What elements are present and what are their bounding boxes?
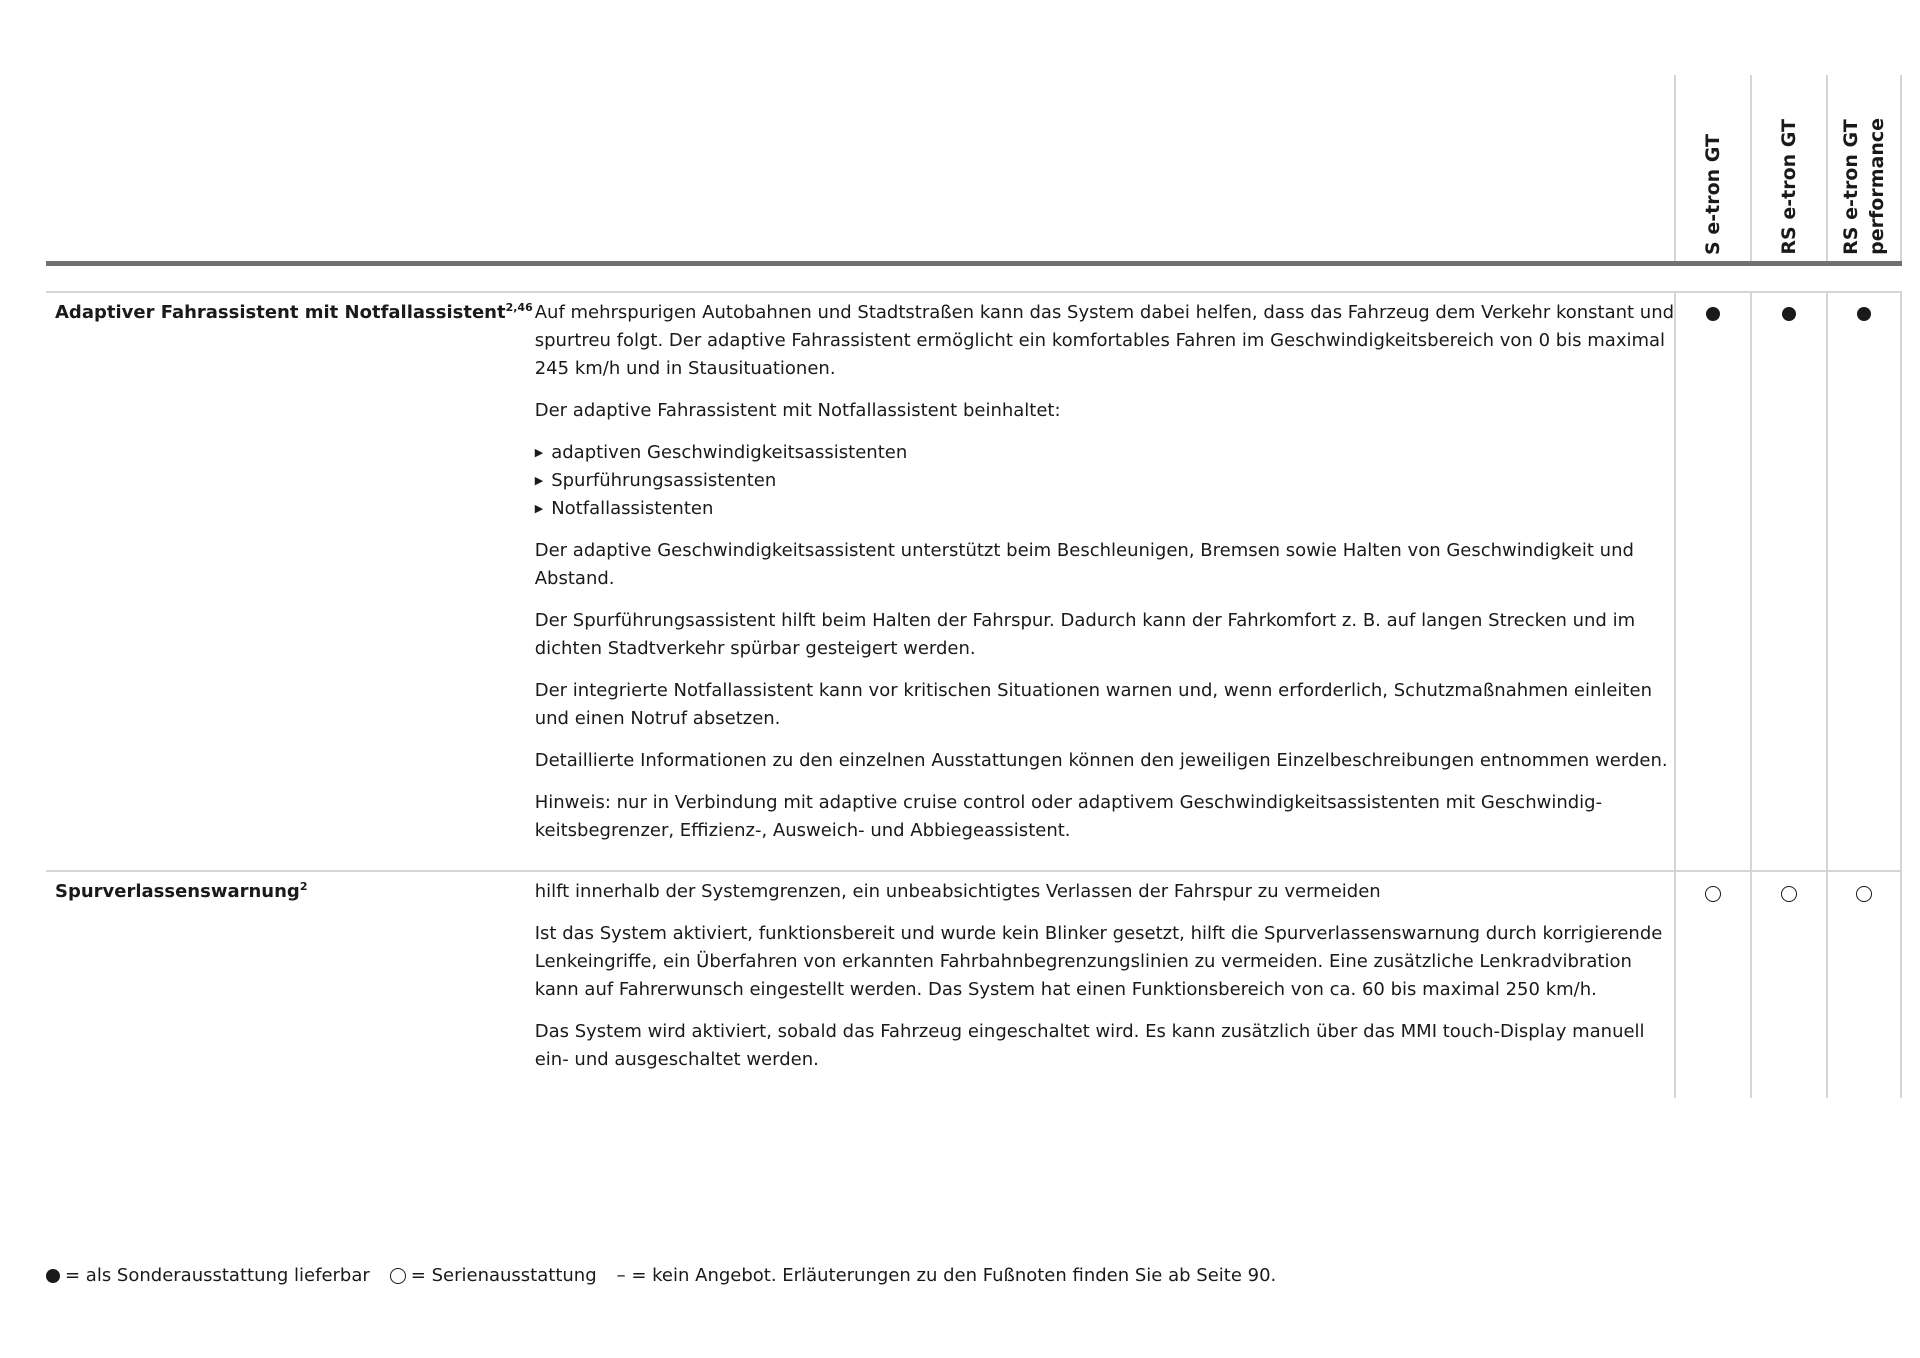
open-circle-icon [1856, 886, 1872, 902]
row-label: Adaptiver Fahrassistent mit Notfallassistent$^{2,46}$ [55, 301, 533, 323]
availability-cell [1826, 872, 1902, 1098]
column-header-s-e-tron-gt: S e-tron GT [1674, 75, 1750, 263]
list-item: ▶ adaptiven Geschwindigkeitsassistenten [535, 439, 1674, 467]
table-row [46, 293, 1902, 870]
equipment-table [46, 291, 1902, 1098]
availability-cell [1674, 293, 1750, 870]
column-header-rs-e-tron-gt-performance: RS e-tron GT performance [1826, 75, 1902, 263]
availability-cell [1750, 293, 1826, 870]
row-description: hilft innerhalb der Systemgrenzen, ein unbeabsichtigtes Verlassen der Fahrspur zu vermeiden Ist das System aktiviert, funktionsbereit und wurde kein Blinker gesetzt, hilft die Spurverlassenswarnung durch korrigierende Lenkeingriffe, ein Überfahren von erkannten Fahrbahnbegrenzungslinien zu vermeiden. Eine zusätzliche Lenkradvibration kann auf Fahrerwunsch eingestellt werden. Das System hat einen Funktionsbereich von ca. 60 bis maximal 250 km/h. Das System wird aktiviert, sobald das Fahrzeug eingeschaltet wird. Es kann zusätzlich über das MMI touch-Display manuell ein- und ausgeschaltet werden. [534, 881, 1663, 1070]
availability-cell [1750, 872, 1826, 1098]
filled-dot-icon [1706, 307, 1720, 321]
table-row [46, 870, 1902, 1098]
filled-dot-icon [46, 1269, 60, 1283]
column-header-rs-e-tron-gt: RS e-tron GT [1750, 75, 1826, 263]
legend: = als Sonderausstattung lieferbar = Serienausstattung – = kein Angebot. Erläuterungen zu den Fußnoten finden Sie ab Seite 90. [46, 1262, 1276, 1290]
row-label: Spurverlassenswarnung$^2$ [55, 880, 308, 902]
open-circle-icon [390, 1268, 406, 1284]
availability-cell [1826, 293, 1902, 870]
row-description: Auf mehrspurigen Autobahnen und Stadtstraßen kann das System dabei helfen, dass das Fahrzeug dem Verkehr konstant und spurtreu folgt. Der adaptive Fahrassistent ermöglicht ein komfortables Fahren im Geschwindigkeitsbereich von 0 bis maximal 245 km/h und in Stausituationen. Der adaptive Fahrassistent mit Notfallassistent beinhaltet: ▶ adaptiven Geschwindigkeitsassistenten ▶ Spurführungsassistenten ▶ Notfallassistenten Der adaptive Geschwindigkeitsassistent unterstützt beim Beschleunigen, Bremsen sowie Halten von Geschwindigkeit und Abstand. Der Spurführungsassistent hilft beim Halten der Fahrspur. Dadurch kann der Fahrkomfort z. B. auf langen Strecken und im dichten Stadtverkehr spürbar gesteigert werden. Der integrierte Notfallassistent kann vor kritischen Situationen warnen und, wenn erforderlich, Schutzmaßnahmen einleiten und einen Notruf absetzen. Detaillierte Informationen zu den einzelnen Ausstattungen können den jeweiligen Einzelbeschreibungen entnommen werden. Hinweis: nur in Verbindung mit adaptive cruise control oder adaptivem Geschwindigkeitsassistenten mit Geschwindigkeitsbegrenzer, Effizienz-, Ausweich- und Abbiegeassistent. [535, 293, 1674, 870]
availability-cell [1674, 872, 1750, 1098]
list-item: ▶ Notfallassistenten [535, 495, 1674, 523]
open-circle-icon [1781, 886, 1797, 902]
bullet-list [535, 439, 1674, 523]
filled-dot-icon [1857, 307, 1871, 321]
header-divider [46, 261, 1902, 266]
list-item: ▶ Spurführungsassistenten [535, 467, 1674, 495]
filled-dot-icon [1782, 307, 1796, 321]
open-circle-icon [1705, 886, 1721, 902]
